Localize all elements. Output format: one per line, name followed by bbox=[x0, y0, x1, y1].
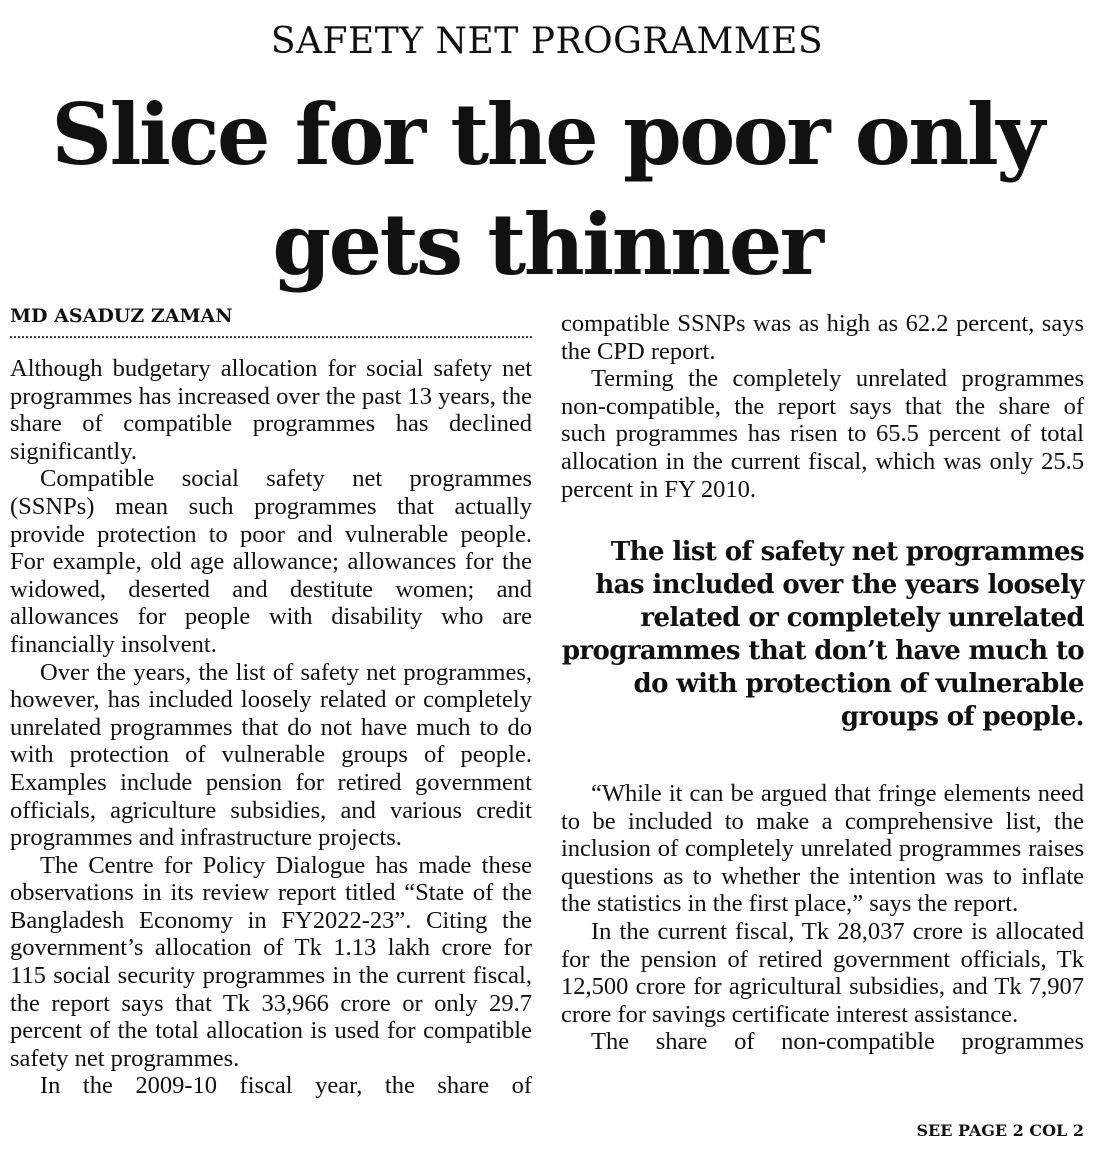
paragraph: “While it can be argued that fringe elements need to be included to make a comprehensive list, the inclusion of completely unrelated programmes raises questions as to whether the intention was to inflate the statistics in the first place,” says the report. bbox=[561, 780, 1084, 918]
paragraph-continued: The share of non-compatible programmes bbox=[591, 1028, 1084, 1056]
paragraph-continued: In the 2009-10 fiscal year, the share of bbox=[40, 1072, 532, 1100]
kicker: SAFETY NET PROGRAMMES bbox=[270, 21, 824, 62]
pull-quote: The list of safety net programmes has included over the years loosely related or completely unrelated programmes that don’t have much to do with protection of vulnerable groups of people. bbox=[561, 537, 1084, 732]
byline: MD ASADUZ ZAMAN bbox=[10, 304, 532, 338]
headline bbox=[0, 80, 1094, 300]
paragraph: In the current fiscal, Tk 28,037 crore is allocated for the pension of retired government officials, Tk 12,500 crore for agricultural subsidies, and Tk 7,907 crore for savings certificate interest assistance. bbox=[561, 917, 1084, 1028]
paragraph: The Centre for Policy Dialogue has made these observations in its review report titled “State of the Bangladesh Economy in FY2022-23”. Citing the government’s allocation of Tk 1.13 lakh crore for 115 social security programmes in the current fiscal, the report says that Tk 33,966 crore or only 29.7 percent of the total allocation is used for compatible safety net programmes. bbox=[10, 851, 532, 1072]
paragraph-continuation: compatible SSNPs was as high as 62.2 percent, says the CPD report. bbox=[561, 310, 1084, 365]
continued-on-page-note: SEE PAGE 2 COL 2 bbox=[916, 1121, 1084, 1140]
article-column-right-top bbox=[561, 310, 1084, 503]
article-column-left bbox=[10, 355, 532, 1100]
headline-line-2: gets thinner bbox=[272, 195, 822, 294]
headline-line-1: Slice for the poor only bbox=[51, 85, 1043, 184]
paragraph: Although budgetary allocation for social safety net programmes has increased over the past 13 years, the share of compatible programmes has declined significantly. bbox=[10, 355, 532, 465]
paragraph: Compatible social safety net programmes (SSNPs) mean such programmes that actually provide protection to poor and vulnerable people. For example, old age allowance; allowances for the widowed, deserted and destitute women; and allowances for people with disability who are financially insolvent. bbox=[10, 465, 532, 658]
paragraph: Terming the completely unrelated programmes non-compatible, the report says that the share of such programmes has risen to 65.5 percent of total allocation in the current fiscal, which was only 25.5 percent in FY 2010. bbox=[561, 365, 1084, 503]
paragraph: Over the years, the list of safety net programmes, however, has included loosely related or completely unrelated programmes that do not have much to do with protection of vulnerable groups of people. Examples include pension for retired government officials, agriculture subsidies, and various credit programmes and infrastructure projects. bbox=[10, 658, 532, 852]
article-column-right-bottom bbox=[561, 780, 1084, 1056]
